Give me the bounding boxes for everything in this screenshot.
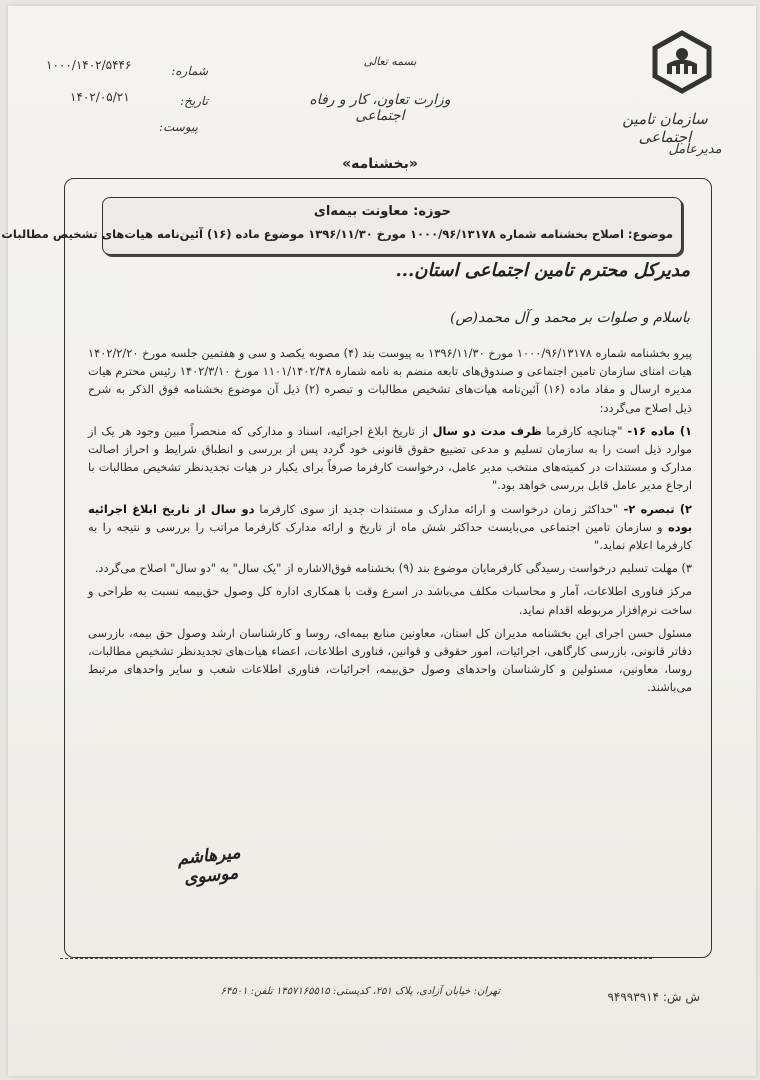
paragraph-intro: پیرو بخشنامه شماره ۱۰۰۰/۹۶/۱۳۱۷۸ مورخ ۱۳۹۶/۱۱/۳۰ به پیوست بند (۴) مصوبه یکصد و سی و هفتمین جلسه مورخ ۱۴۰۲/۲/۲۰ هیات امنای سازمان تامین اجتماعی و صندوق‌های تابعه منضم به نامه شماره ۱۱۰۱/۱۴۰۲/۴۸ مورخ ۱۴۰۲/۳/۱۰ رئیس محترم هیات مدیره ارسال و مفاد ماده (۱۶) آئین‌نامه هیات‌های تشخیص مطالبات و تبصره (۲) ذیل آن موضوع بخشنامه فوق الذکر به شرح ذیل اصلاح می‌گردد:	[88, 346, 692, 415]
social-security-logo-icon	[650, 30, 714, 94]
footer-address: تهران: خیابان آزادی، پلاک ۲۵۱، کدپستی: ۱۴۵۷۱۶۵۵۱۵ تلفن: ۶۴۵۰۱	[220, 986, 500, 997]
date-value: ۱۴۰۲/۰۵/۲۱	[70, 90, 130, 104]
article-16-lead: ۱) ماده ۱۶-	[622, 423, 692, 438]
note-2-bold: دو سال از تاریخ ابلاغ اجرائیه بوده	[88, 501, 692, 534]
paragraph-it-center: مرکز فناوری اطلاعات، آمار و محاسبات مکلف می‌باشد در اسرع وقت با همکاری اداره کل وصول حق‌بیمه نسبت به طراحی و ساخت نرم‌افزار مربوطه اقدام نماید.	[88, 584, 692, 617]
circular-title: «بخشنامه»	[342, 156, 418, 172]
area-line: حوزه: معاونت بیمه‌ای	[313, 204, 451, 219]
letter-body	[88, 344, 692, 700]
subject-line: موضوع: اصلاح بخشنامه شماره ۱۰۰۰/۹۶/۱۳۱۷۸ مورخ ۱۳۹۶/۱۱/۳۰ موضوع ماده (۱۶) آئین‌نامه هیات‌های تشخیص مطالبات	[1, 227, 673, 241]
article-16-bold: ظرف مدت دو سال	[432, 423, 542, 438]
attachment-label: پیوست:	[158, 120, 198, 134]
subject-box	[1, 197, 682, 255]
ministry-name: وزارت تعاون، کار و رفاه اجتماعی	[309, 92, 451, 124]
article-16-text-b: از تاریخ ابلاغ اجرائیه، اسناد و مدارکی که منحصراً مبین وجود هر یک از موارد ذیل است را به سازمان تسلیم و مدعی تضییع حقوق قانونی خود گردد پس از بررسی و انطباق شرایط و احراز اصالت مدارک و مستندات در کمیته‌های منتخب مدیر عامل، درخواست کارفرما صرفاً برای یکبار در هیات تجدیدنظر تشخیص مطالبات با ارجاع مدیر عامل قابل بررسی خواهد بود."	[88, 423, 692, 493]
note-2-text-a: "حداکثر زمان درخواست و ارائه مدارک و مستندات جدید از سوی کارفرما	[254, 501, 619, 516]
article-16-text-a: "چنانچه کارفرما	[541, 423, 623, 438]
bismillah: بسمه تعالی	[363, 55, 417, 68]
note-2-lead: ۲) تبصره ۲-	[618, 501, 692, 516]
paragraph-deadline: ۳) مهلت تسلیم درخواست رسیدگی کارفرمایان موضوع بند (۹) بخشنامه فوق‌الاشاره از "یک سال" به "دو سال" اصلاح می‌گردد.	[94, 561, 692, 576]
footer-divider	[60, 958, 652, 959]
number-label: شماره:	[171, 64, 208, 78]
greeting: مدیرکل محترم تامین اجتماعی استان...	[395, 260, 690, 281]
paragraph-responsibility: مسئول حسن اجرای این بخشنامه مدیران کل استان، معاونین منابع بیمه‌ای، روسا و کارشناسان ارشد وصول حق بیمه، بازرسی دفاتر قانونی، بازرسی کارگاهی، اجرائیات، امور حقوقی و قوانین، فناوری اطلاعات، اعضاء هیات‌های تجدیدنظر تشخیص مطالبات، روسا، معاونین، مسئولین و کارشناسان واحدهای وصول حق‌بیمه، اجرائیات، فناوری اطلاعات شعب و سایر واحدهای مرتبط می‌باشند.	[88, 625, 692, 695]
org-sub-title: مدیرعامل	[668, 142, 722, 157]
salutation: باسلام و صلوات بر محمد و آل محمد(ص)	[450, 310, 690, 326]
paragraph-note-2	[88, 500, 692, 555]
number-value: ۱۰۰۰/۱۴۰۲/۵۴۴۶	[46, 58, 132, 72]
note-2-text-b: و سازمان تامین اجتماعی می‌بایست حداکثر شش ماه از تاریخ و ارائه مدارک کارفرما مراتب را بررسی و نتیجه را به کارفرما اعلام نماید."	[88, 519, 692, 553]
org-name: سازمان تامین اجتماعی	[622, 110, 708, 146]
date-label: تاریخ:	[180, 94, 208, 108]
footer-ss-number: ش ش: ۹۴۹۹۳۹۱۴	[607, 990, 700, 1004]
paragraph-article-16	[88, 422, 692, 495]
signature: میرهاشم موسوی	[176, 842, 242, 889]
